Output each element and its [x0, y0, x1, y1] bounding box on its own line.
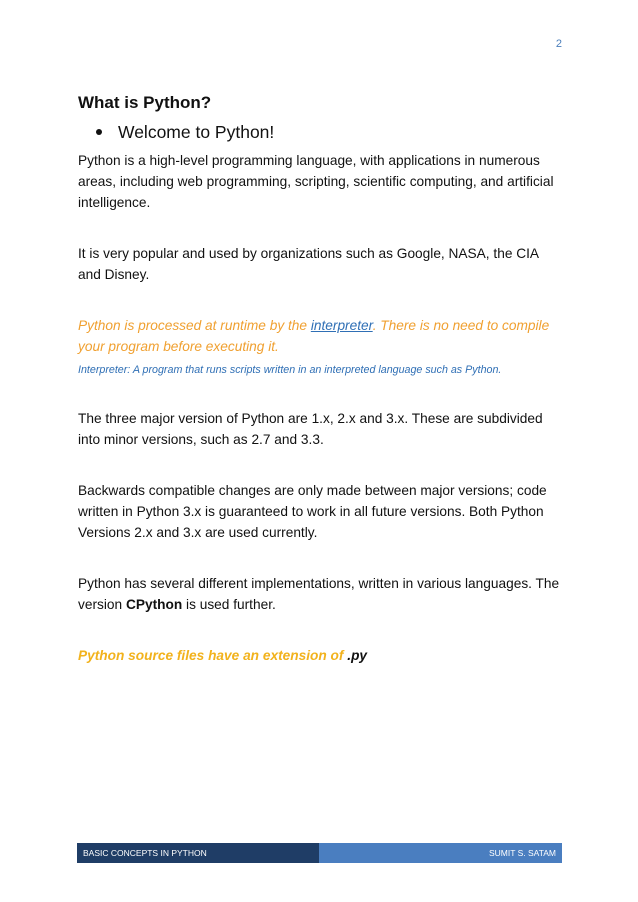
popular-paragraph: It is very popular and used by organizations such as Google, NASA, the CIA and Disney. [78, 246, 539, 282]
source-text: Python source files have an extension of [78, 648, 348, 663]
versions-paragraph: The three major version of Python are 1.x, 2.x and 3.x. These are subdivided into minor versions, such as 2.7 and 3.3. [78, 411, 543, 447]
cpython-label: CPython [125, 597, 183, 612]
footer-title: BASIC CONCEPTS IN PYTHON [77, 843, 319, 863]
bullet-text: Welcome to Python! [118, 122, 275, 142]
bullet-dot-icon [96, 129, 102, 135]
page-footer [77, 843, 562, 863]
impl-text-after: is used further. [182, 597, 276, 612]
page-number: 2 [555, 38, 562, 50]
compat-paragraph: Backwards compatible changes are only made between major versions; code written in Python 3.x is guaranteed to work in all future versions. Both Python Versions 2.x and 3.x are used currently. [78, 483, 547, 540]
document-body [78, 92, 564, 666]
section-heading: What is Python? [78, 93, 212, 112]
footer-author: SUMIT S. SATAM [319, 843, 562, 863]
interpreter-link[interactable]: interpreter [310, 318, 373, 333]
interpreter-note: Interpreter: A program that runs scripts written in an interpreted language such as Python. [78, 364, 502, 376]
impl-text-before: Python has several different implementations, written in various languages. The version [78, 576, 560, 612]
source-extension: .py [347, 648, 368, 663]
interpreter-paragraph [78, 315, 564, 357]
bullet-list [78, 120, 564, 144]
intro-paragraph: Python is a high-level programming language, with applications in numerous areas, including web programming, scripting, scientific computing, and artificial intelligence. [78, 153, 554, 210]
implementations-paragraph [78, 573, 564, 615]
interpreter-text-before: Python is processed at runtime by the [78, 318, 311, 333]
bullet-item [78, 120, 564, 144]
interpreter-text-after: . There is no need to compile your program before executing it. [78, 318, 550, 354]
source-files-paragraph [78, 645, 564, 666]
